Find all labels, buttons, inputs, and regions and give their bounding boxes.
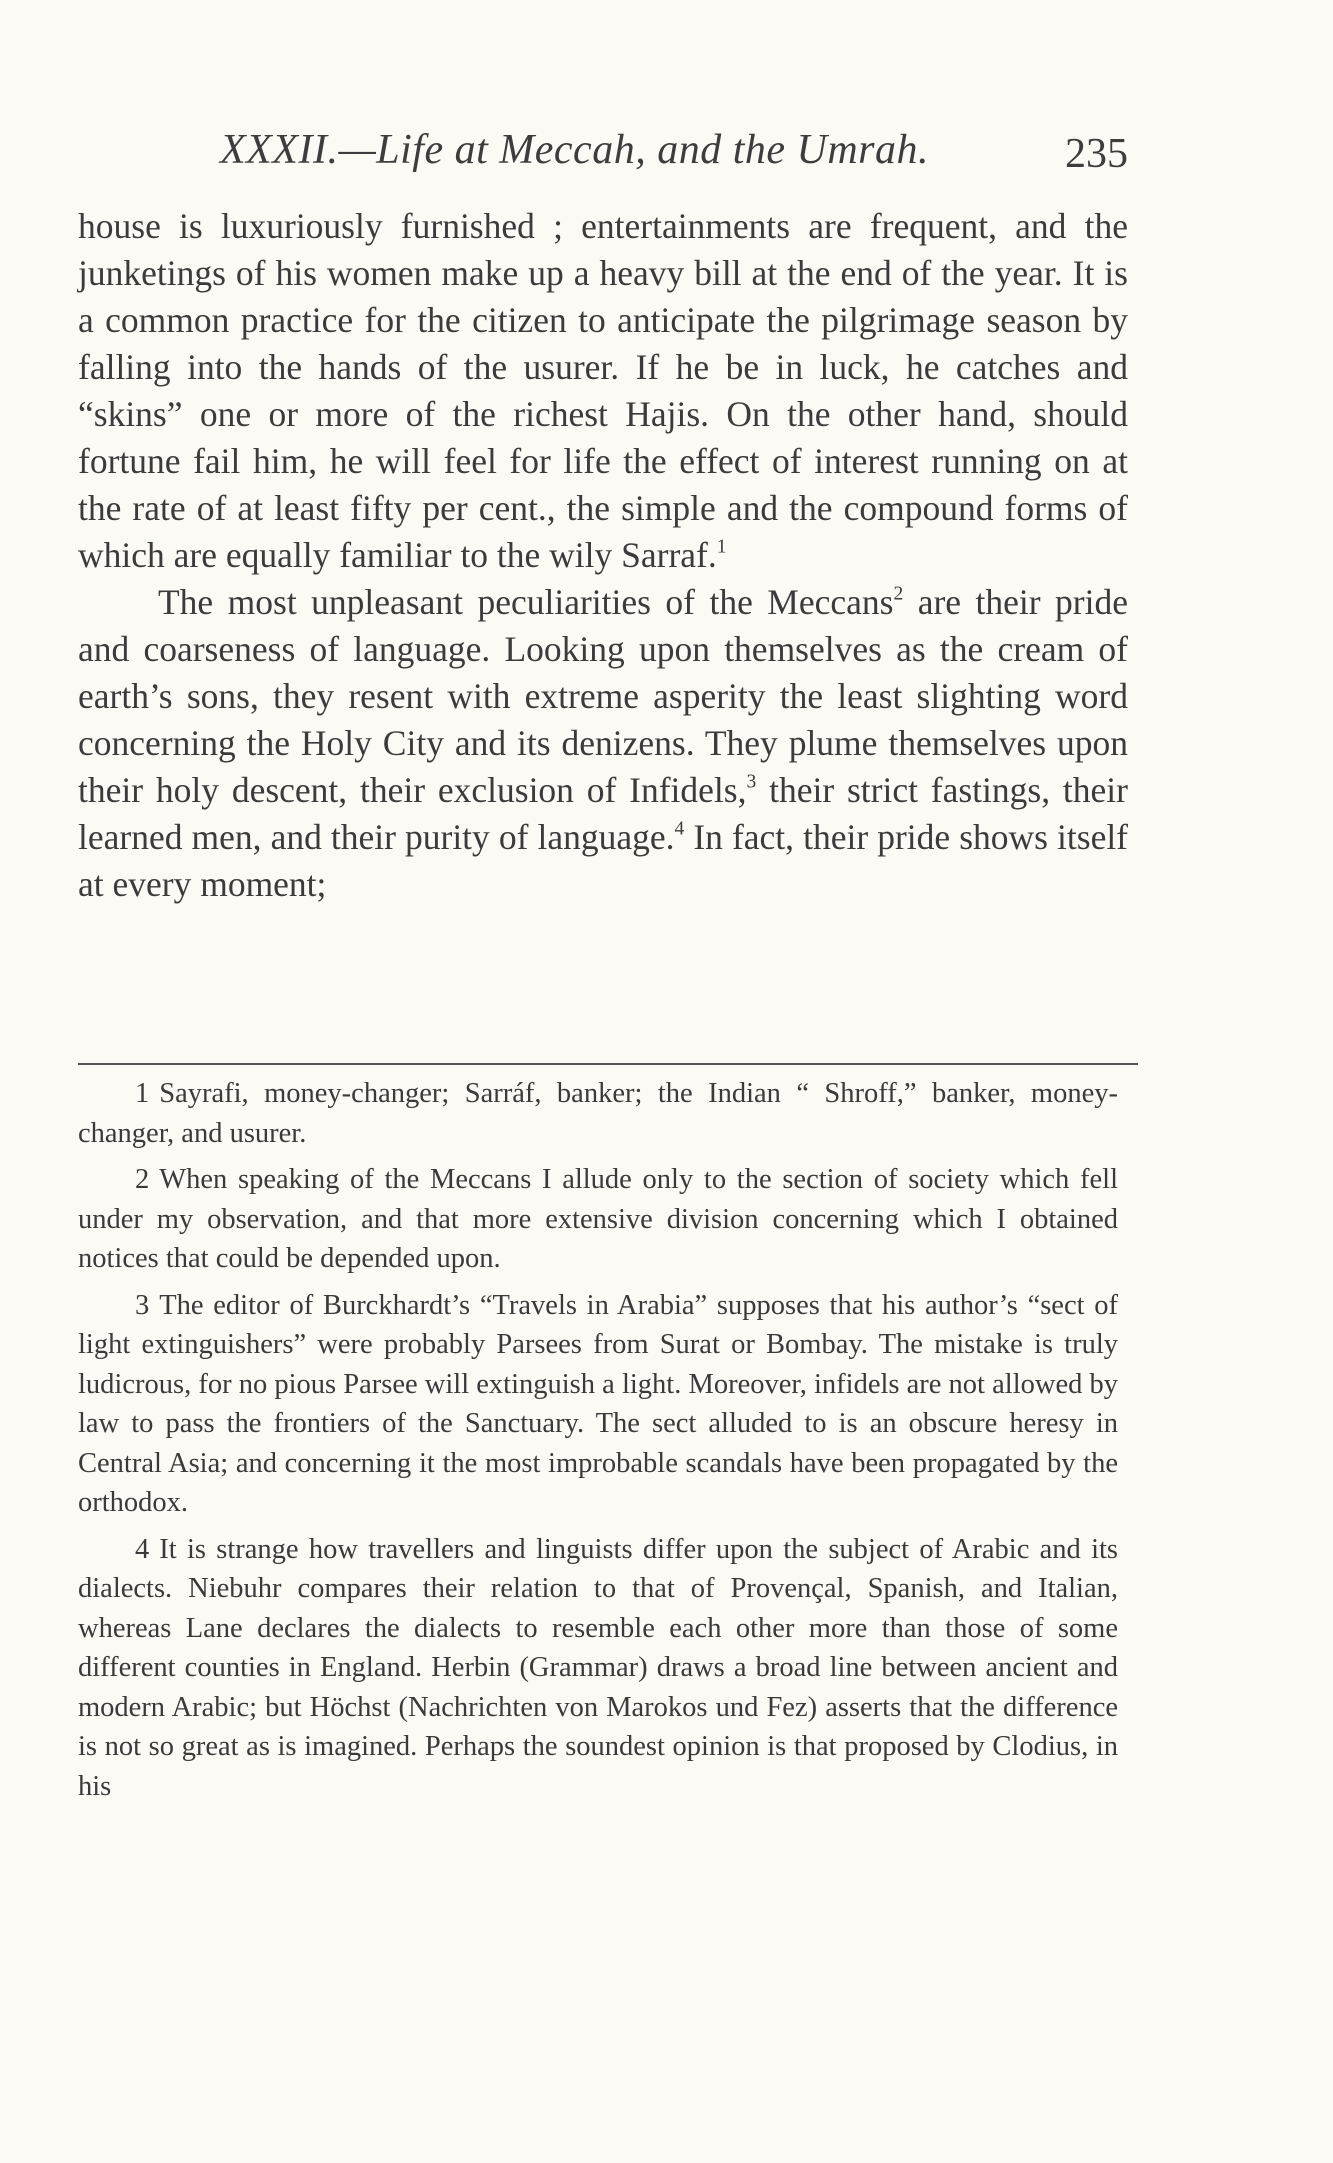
paragraph-2-text-a: The most unpleasant peculiarities of the Meccans [158,582,894,622]
footnote [78,1074,1118,1153]
footnote-ref-3: 3 [746,771,757,793]
body-text [78,203,1128,908]
footnote-number: 2 [135,1164,150,1195]
page-header [78,126,1128,186]
footnote-divider [78,1063,1138,1065]
page-number: 235 [1065,131,1128,177]
paragraph-1-text: house is luxuriously furnished ; entertainments are frequent, and the junketings of his women make up a heavy bill at the end of the year. It is a common practice for the citizen to anticipate the pilgrimage season by falling into the hands of the usurer. If he be in luck, he catches and “skins” one or more of the richest Hajis. On the other hand, should fortune fail him, he will feel for life the effect of interest running on at the rate of at least fifty per cent., the simple and the compound forms of which are equally familiar to the wily Sarraf. [78,206,1128,575]
footnote-text: When speaking of the Meccans I allude only to the section of society which fell under my observation, and that more extensive division concerning which I obtained notices that could be depended upon. [78,1164,1118,1274]
running-head: XXXII.—Life at Meccah, and the Umrah. [220,127,930,173]
paragraph-2-text-d: In fact, their pride shows itself at every moment; [78,817,1129,904]
footnote [78,1160,1118,1279]
footnote-number: 4 [135,1533,150,1565]
footnote-number: 3 [135,1289,150,1321]
footnote-ref-4: 4 [674,818,685,840]
footnote-text: It is strange how travellers and linguists differ upon the subject of Arabic and its dialects. Niebuhr compares their relation to that of Provençal, Spanish, and Italian, whereas Lane declares the dialects to resemble each other more than those of some different counties in England. Herbin (Grammar) draws a broad line between ancient and modern Arabic; but Höchst (Nachrichten von Marokos und Fez) asserts that the difference is not so great as is imagined. Perhaps the soundest opinion is that proposed by Clodius, in his [78,1533,1118,1802]
paragraph-2-text-c: their strict fastings, their learned men, and their purity of language. [78,770,1128,857]
footnotes [78,1074,1118,1813]
footnote-number: 1 [135,1078,150,1109]
footnote [78,1286,1118,1523]
footnote-text: Sayrafi, money-changer; Sarráf, banker; the Indian “ Shroff,” banker, money-changer, and usurer. [78,1078,1118,1149]
footnote-text: The editor of Burckhardt’s “Travels in Arabia” supposes that his author’s “sect of light extinguishers” were probably Parsees from Surat or Bombay. The mistake is truly ludicrous, for no pious Parsee will extinguish a light. Moreover, infidels are not allowed by law to pass the frontiers of the Sanctuary. The sect alluded to is an obscure heresy in Central Asia; and concerning it the most improbable scandals have been propagated by the orthodox. [78,1289,1118,1518]
paragraph-2 [78,579,1128,908]
paragraph-2-text-b: are their pride and coarseness of language. Looking upon themselves as the cream of earth’s sons, they resent with extreme asperity the least slighting word concerning the Holy City and its denizens. They plume themselves upon their holy descent, their exclusion of Infidels, [78,582,1128,810]
footnote [78,1530,1118,1807]
footnote-ref-2: 2 [893,583,904,605]
footnote-ref-1: 1 [716,536,727,558]
paragraph-1 [78,203,1128,579]
